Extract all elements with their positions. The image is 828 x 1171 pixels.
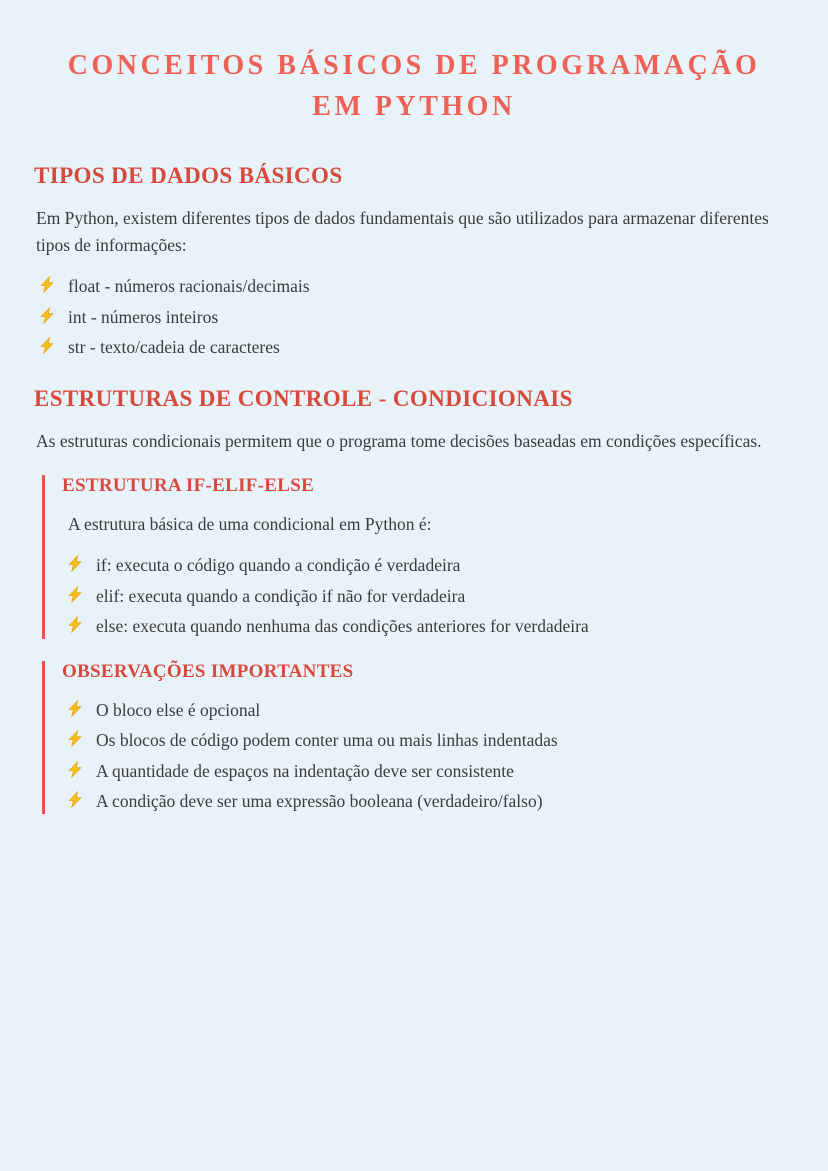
list-item: [66, 552, 794, 578]
list-item: [66, 788, 794, 814]
if-elif-else-list: [62, 552, 794, 639]
section-heading-tipos: TIPOS DE DADOS BÁSICOS: [34, 163, 343, 189]
lightning-bolt-icon: [66, 791, 83, 808]
lightning-bolt-icon: [38, 276, 55, 293]
lightning-bolt-icon: [66, 555, 83, 572]
lightning-bolt-icon: [66, 700, 83, 717]
list-item-text: int - números inteiros: [68, 306, 219, 327]
subsection-observacoes: [42, 661, 794, 814]
list-item-text: A condição deve ser uma expressão booleana (verdadeiro/falso): [96, 790, 543, 811]
subsection-heading: ESTRUTURA IF-ELIF-ELSE: [62, 475, 315, 497]
subsection-heading: OBSERVAÇÕES IMPORTANTES: [62, 661, 354, 683]
list-item-text: str - texto/cadeia de caracteres: [68, 336, 280, 357]
list-item-text: else: executa quando nenhuma das condições anteriores for verdadeira: [96, 615, 589, 636]
lightning-bolt-icon: [66, 616, 83, 633]
list-item-text: Os blocos de código podem conter uma ou mais linhas indentadas: [96, 730, 558, 751]
list-item-text: A quantidade de espaços na indentação deve ser consistente: [96, 760, 514, 781]
list-item-text: float - números racionais/decimais: [68, 276, 310, 297]
section-estruturas-de-controle: [34, 386, 794, 814]
data-types-list: [34, 273, 794, 360]
list-item: [66, 613, 794, 639]
lightning-bolt-icon: [38, 337, 55, 354]
subsection-if-elif-else: [42, 475, 794, 639]
list-item-text: O bloco else é opcional: [96, 700, 261, 721]
list-item: [66, 727, 794, 753]
list-item: [66, 697, 794, 723]
list-item-text: if: executa o código quando a condição é verdadeira: [96, 555, 461, 576]
section-tipos-de-dados: [34, 163, 794, 360]
subsection-intro: A estrutura básica de uma condicional em Python é:: [68, 514, 432, 535]
lightning-bolt-icon: [66, 730, 83, 747]
list-item: [66, 758, 794, 784]
lightning-bolt-icon: [66, 586, 83, 603]
list-item: [38, 304, 794, 330]
list-item: [38, 334, 794, 360]
observacoes-list: [62, 697, 794, 814]
section-intro-tipos: Em Python, existem diferentes tipos de dados fundamentais que são utilizados para armazenar diferentes tipos de informações:: [36, 208, 769, 256]
section-heading-estruturas: ESTRUTURAS DE CONTROLE - CONDICIONAIS: [34, 386, 573, 412]
list-item-text: elif: executa quando a condição if não for verdadeira: [96, 585, 466, 606]
list-item: [66, 583, 794, 609]
list-item: [38, 273, 794, 299]
page-title: CONCEITOS BÁSICOS DE PROGRAMAÇÃO EM PYTHON: [67, 50, 761, 122]
lightning-bolt-icon: [38, 307, 55, 324]
lightning-bolt-icon: [66, 761, 83, 778]
section-intro-estruturas: As estruturas condicionais permitem que o programa tome decisões baseadas em condições específicas.: [36, 431, 762, 452]
